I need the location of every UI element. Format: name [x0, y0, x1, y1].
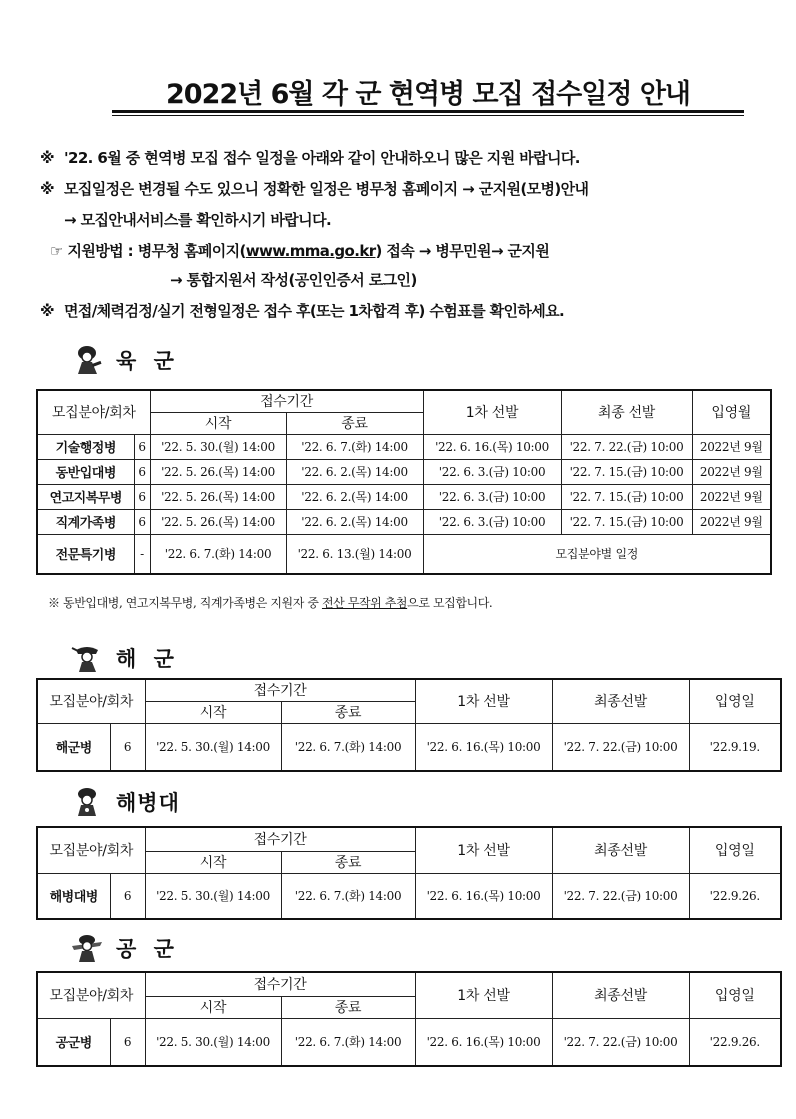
col-period: 접수기간	[145, 827, 415, 851]
table-row	[37, 484, 771, 509]
table-header-row	[37, 827, 781, 851]
note-exam-ticket: ※ 면접/체력검정/실기 전형일정은 접수 후(또는 1차합격 후) 수험표를 확인하세요.	[40, 302, 565, 320]
table-row	[37, 873, 781, 919]
first-cell: '22. 6. 3.(금) 10:00	[423, 459, 561, 484]
category-cell: 직계가족병	[37, 509, 134, 534]
final-cell: '22. 7. 22.(금) 10:00	[552, 723, 689, 771]
note-schedule: ※ '22. 6월 중 현역병 모집 접수 일정을 아래와 같이 안내하오니 많은 지원 바랍니다.	[40, 149, 580, 167]
first-cell: '22. 6. 3.(금) 10:00	[423, 484, 561, 509]
first-cell: '22. 6. 16.(목) 10:00	[415, 873, 552, 919]
enlist-cell: '22.9.19.	[689, 723, 781, 771]
airforce-label: 공 군	[116, 937, 179, 961]
category-cell: 공군병	[37, 1018, 110, 1066]
first-cell: '22. 6. 16.(목) 10:00	[415, 1018, 552, 1066]
col-category: 모집분야/회차	[37, 827, 145, 873]
category-cell: 전문특기병	[37, 534, 134, 574]
col-end: 종료	[281, 851, 415, 873]
round-cell: 6	[134, 459, 150, 484]
table-row	[37, 509, 771, 534]
col-end: 종료	[286, 412, 423, 434]
col-first-selection: 1차 선발	[415, 972, 552, 1018]
table-row	[37, 459, 771, 484]
col-first-selection: 1차 선발	[423, 390, 561, 434]
enlist-cell: '22.9.26.	[689, 873, 781, 919]
col-start: 시작	[145, 851, 281, 873]
enlist-cell: 2022년 9월	[692, 509, 771, 534]
end-cell: '22. 6. 7.(화) 14:00	[281, 873, 415, 919]
start-cell: '22. 5. 30.(월) 14:00	[150, 434, 286, 459]
enlist-cell: '22.9.26.	[689, 1018, 781, 1066]
pointing-hand-icon: ☞	[50, 242, 63, 260]
table-header-row	[37, 390, 771, 412]
col-category: 모집분야/회차	[37, 679, 145, 723]
army-footnote: ※ 동반입대병, 연고지복무병, 직계가족병은 지원자 중 전산 무작위 추첨으로 모집합니다.	[48, 596, 493, 610]
title-underline	[112, 110, 744, 113]
category-cell: 연고지복무병	[37, 484, 134, 509]
note-apply-method: ☞ 지원방법 : 병무청 홈페이지(www.mma.go.kr) 접속 → 병무민원→ 군지원	[50, 242, 550, 260]
col-period: 접수기간	[145, 679, 415, 701]
title-underline-thin	[112, 115, 744, 116]
col-first-selection: 1차 선발	[415, 679, 552, 723]
col-final-selection: 최종 선발	[561, 390, 692, 434]
col-start: 시작	[150, 412, 286, 434]
start-cell: '22. 5. 30.(월) 14:00	[145, 873, 281, 919]
table-row-special	[37, 534, 771, 574]
round-cell: 6	[110, 1018, 145, 1066]
final-cell: '22. 7. 15.(금) 10:00	[561, 459, 692, 484]
category-cell: 기술행정병	[37, 434, 134, 459]
note-schedule-change-cont: → 모집안내서비스를 확인하시기 바랍니다.	[64, 211, 332, 229]
navy-schedule-table	[36, 678, 782, 772]
mma-website-link[interactable]: www.mma.go.kr	[245, 242, 376, 260]
final-cell: '22. 7. 22.(금) 10:00	[552, 1018, 689, 1066]
enlist-cell: 2022년 9월	[692, 434, 771, 459]
category-cell: 해군병	[37, 723, 110, 771]
table-row	[37, 1018, 781, 1066]
reference-mark-icon: ※	[40, 180, 54, 198]
col-end: 종료	[281, 996, 415, 1018]
note-schedule-change: ※ 모집일정은 변경될 수도 있으니 정확한 일정은 병무청 홈페이지 → 군지원(모병)안내	[40, 180, 589, 198]
page-title: 2022년 6월 각 군 현역병 모집 접수일정 안내	[166, 79, 690, 110]
table-header-row	[37, 679, 781, 701]
final-cell: '22. 7. 15.(금) 10:00	[561, 484, 692, 509]
category-cell: 동반입대병	[37, 459, 134, 484]
marine-mascot-icon	[70, 786, 104, 818]
final-cell: '22. 7. 15.(금) 10:00	[561, 509, 692, 534]
end-cell: '22. 6. 7.(화) 14:00	[281, 1018, 415, 1066]
col-final-selection: 최종선발	[552, 679, 689, 723]
col-start: 시작	[145, 996, 281, 1018]
army-mascot-icon	[70, 344, 104, 376]
col-start: 시작	[145, 701, 281, 723]
col-enlist-month: 입영월	[692, 390, 771, 434]
col-enlist-date: 입영일	[689, 827, 781, 873]
final-cell: '22. 7. 22.(금) 10:00	[552, 873, 689, 919]
col-enlist-date: 입영일	[689, 972, 781, 1018]
round-cell: 6	[110, 723, 145, 771]
start-cell: '22. 5. 26.(목) 14:00	[150, 484, 286, 509]
start-cell: '22. 5. 26.(목) 14:00	[150, 459, 286, 484]
end-cell: '22. 6. 13.(월) 14:00	[286, 534, 423, 574]
col-category: 모집분야/회차	[37, 390, 150, 434]
note-apply-method-cont: → 통합지원서 작성(공인인증서 로그인)	[170, 271, 417, 289]
round-cell: 6	[134, 434, 150, 459]
end-cell: '22. 6. 7.(화) 14:00	[286, 434, 423, 459]
table-row	[37, 434, 771, 459]
col-final-selection: 최종선발	[552, 827, 689, 873]
col-period: 접수기간	[145, 972, 415, 996]
round-cell: 6	[134, 484, 150, 509]
airforce-mascot-icon	[70, 932, 104, 964]
col-final-selection: 최종선발	[552, 972, 689, 1018]
table-row	[37, 723, 781, 771]
first-cell: '22. 6. 3.(금) 10:00	[423, 509, 561, 534]
navy-label: 해 군	[116, 647, 179, 671]
col-enlist-date: 입영일	[689, 679, 781, 723]
round-cell: 6	[110, 873, 145, 919]
merged-schedule-cell: 모집분야별 일정	[423, 534, 771, 574]
end-cell: '22. 6. 7.(화) 14:00	[281, 723, 415, 771]
section-army-heading	[70, 344, 179, 376]
section-airforce-heading	[70, 932, 179, 964]
section-marine-heading	[70, 786, 180, 818]
section-navy-heading	[70, 642, 179, 674]
start-cell: '22. 6. 7.(화) 14:00	[150, 534, 286, 574]
navy-mascot-icon	[70, 642, 104, 674]
round-cell: -	[134, 534, 150, 574]
final-cell: '22. 7. 22.(금) 10:00	[561, 434, 692, 459]
start-cell: '22. 5. 30.(월) 14:00	[145, 1018, 281, 1066]
col-first-selection: 1차 선발	[415, 827, 552, 873]
category-cell: 해병대병	[37, 873, 110, 919]
end-cell: '22. 6. 2.(목) 14:00	[286, 509, 423, 534]
end-cell: '22. 6. 2.(목) 14:00	[286, 484, 423, 509]
end-cell: '22. 6. 2.(목) 14:00	[286, 459, 423, 484]
marine-schedule-table	[36, 826, 782, 920]
col-period: 접수기간	[150, 390, 423, 412]
table-header-row	[37, 972, 781, 996]
army-label: 육 군	[116, 349, 179, 373]
army-schedule-table	[36, 389, 772, 575]
start-cell: '22. 5. 26.(목) 14:00	[150, 509, 286, 534]
reference-mark-icon: ※	[40, 302, 54, 320]
enlist-cell: 2022년 9월	[692, 459, 771, 484]
start-cell: '22. 5. 30.(월) 14:00	[145, 723, 281, 771]
col-end: 종료	[281, 701, 415, 723]
enlist-cell: 2022년 9월	[692, 484, 771, 509]
first-cell: '22. 6. 16.(목) 10:00	[415, 723, 552, 771]
airforce-schedule-table	[36, 971, 782, 1067]
marine-label: 해병대	[116, 791, 180, 815]
col-category: 모집분야/회차	[37, 972, 145, 1018]
first-cell: '22. 6. 16.(목) 10:00	[423, 434, 561, 459]
round-cell: 6	[134, 509, 150, 534]
reference-mark-icon: ※	[40, 149, 54, 167]
